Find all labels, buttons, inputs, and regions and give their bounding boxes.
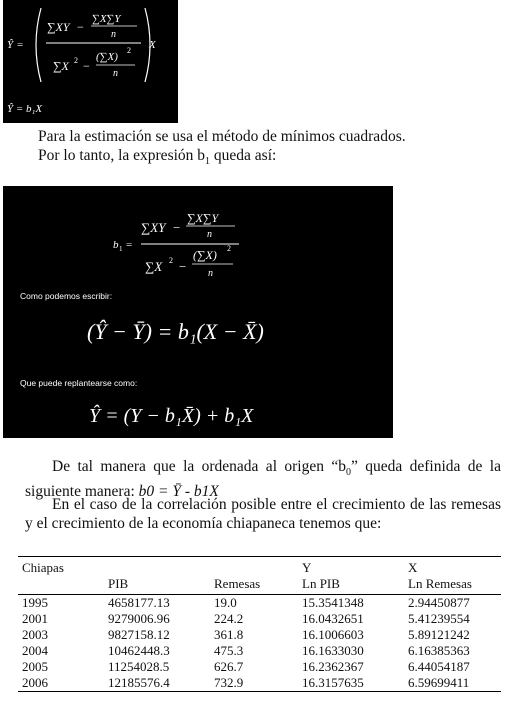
formula-1-den-b: (∑X) bbox=[96, 51, 118, 63]
paragraph-3 bbox=[25, 495, 501, 533]
paragraph-1-line-1: Para la estimación se usa el método de mínimos cuadrados. bbox=[38, 128, 406, 145]
table-cell: 9827158.12 bbox=[108, 627, 170, 642]
formula-1-den-n: n bbox=[113, 68, 118, 79]
table-cell: 6.44054187 bbox=[408, 659, 470, 674]
table-header-cell bbox=[210, 557, 298, 577]
table-cell: 2003 bbox=[22, 627, 48, 642]
table-header-cell: Ln Remesas bbox=[404, 576, 501, 595]
table-cell: 5.89121242 bbox=[408, 627, 470, 642]
table-row bbox=[18, 643, 501, 659]
table-cell: 6.16385363 bbox=[408, 643, 470, 658]
table-cell: 16.0432651 bbox=[302, 611, 364, 626]
formula-2-num-b: ∑X∑Y bbox=[187, 211, 219, 225]
formula-1-times-x: X bbox=[149, 39, 156, 51]
table-header-top-row bbox=[18, 557, 501, 577]
table-cell: 475.3 bbox=[214, 643, 244, 658]
formula-2-equals: = bbox=[126, 239, 133, 251]
paragraph-2-text-b: ” queda definida de la siguiente manera: bbox=[25, 458, 501, 501]
formula-1-svg bbox=[3, 0, 178, 123]
formula-1-num-a: ∑XY bbox=[47, 20, 70, 34]
table-header-cell: PIB bbox=[104, 576, 210, 595]
table-cell: 10462448.3 bbox=[108, 643, 170, 658]
table-cell: 2005 bbox=[22, 659, 48, 674]
formula-2-den-a-sq: 2 bbox=[169, 256, 173, 265]
formula-2-den-minus: − bbox=[179, 259, 187, 274]
table-row bbox=[18, 675, 501, 692]
table-cell: 2006 bbox=[18, 675, 104, 692]
formula-2-den-n: n bbox=[208, 268, 213, 279]
formula-1-den-a-sq: 2 bbox=[74, 56, 78, 65]
table-cell: 361.8 bbox=[214, 627, 244, 642]
table-cell: 6.59699411 bbox=[404, 675, 501, 692]
formula-2-eq-2: Ŷ = (Y − b₁X̄) + b₁X bbox=[89, 405, 254, 427]
table-header-cell: X bbox=[404, 557, 501, 577]
table-cell: 4658177.13 bbox=[108, 595, 170, 610]
formula-1-num-n: n bbox=[111, 29, 116, 40]
paragraph-1-line-2b: queda así: bbox=[210, 147, 277, 164]
formula-2-den-b: (∑X) bbox=[193, 248, 217, 262]
table-cell: 15.3541348 bbox=[302, 595, 364, 610]
table-header-cell bbox=[104, 557, 210, 577]
paragraph-1 bbox=[38, 127, 498, 171]
table-cell: 2001 bbox=[22, 611, 48, 626]
formula-2-b-sub: 1 bbox=[119, 245, 123, 253]
table-row bbox=[18, 611, 501, 627]
table-row bbox=[18, 659, 501, 675]
formula-1-den-a: ∑X bbox=[53, 59, 69, 73]
table-cell: 11254028.5 bbox=[108, 659, 170, 674]
formula-box-2 bbox=[3, 186, 393, 438]
left-paren bbox=[36, 8, 41, 82]
table-cell: 9279006.96 bbox=[108, 611, 170, 626]
formula-2-num-minus: − bbox=[173, 220, 181, 235]
formula-2-den-a: ∑X bbox=[145, 259, 163, 274]
paragraph-1-line-2a: Por lo tanto, la expresión b bbox=[38, 147, 206, 164]
table-cell: 16.3157635 bbox=[298, 675, 404, 692]
formula-2-num-n: n bbox=[207, 229, 212, 240]
table-row bbox=[18, 595, 501, 612]
formula-1-num-b: ∑X∑Y bbox=[92, 13, 121, 25]
table-cell: 626.7 bbox=[214, 659, 244, 674]
paragraph-1-line-2-sub: 1 bbox=[205, 156, 211, 168]
table-cell: 5.41239554 bbox=[408, 611, 470, 626]
formula-2-svg bbox=[3, 186, 393, 438]
table-cell: 732.9 bbox=[210, 675, 298, 692]
formula-2-caption-1: Como podemos escribir: bbox=[20, 291, 113, 301]
table-header-cell: Chiapas bbox=[18, 557, 104, 577]
table-header-cell: Ln PIB bbox=[298, 576, 404, 595]
table-header-cell bbox=[18, 576, 104, 595]
table-row bbox=[18, 627, 501, 643]
table-cell: 19.0 bbox=[214, 595, 237, 610]
table-cell: 224.2 bbox=[214, 611, 244, 626]
formula-box-1 bbox=[3, 0, 178, 123]
formula-2-b: b bbox=[113, 239, 119, 251]
formula-2-eq-1: (Ŷ − Ȳ) = b₁(X − X̄) bbox=[87, 319, 264, 344]
table-header-bottom-row bbox=[18, 576, 501, 595]
data-table bbox=[18, 556, 501, 692]
paragraph-2-sub: 0 bbox=[345, 467, 351, 479]
table-cell: 16.1633030 bbox=[302, 643, 364, 658]
table-cell: 2.94450877 bbox=[408, 595, 470, 610]
table-cell: 16.1006603 bbox=[302, 627, 364, 642]
paragraph-3-text: En el caso de la correlación posible entre el crecimiento de las remesas y el crecimiento de la economía chiapaneca tenemos que: bbox=[25, 496, 501, 532]
formula-2-num-a: ∑XY bbox=[141, 220, 166, 235]
formula-2-caption-2: Que puede replantearse como: bbox=[20, 378, 138, 388]
table-cell: 16.2362367 bbox=[302, 659, 364, 674]
formula-1-num-minus: − bbox=[77, 20, 84, 34]
formula-2-den-b-sq: 2 bbox=[227, 244, 231, 253]
table-cell: 1995 bbox=[22, 595, 48, 610]
formula-1-den-b-sq: 2 bbox=[127, 46, 131, 55]
paragraph-2-text-a: De tal manera que la ordenada al origen “b bbox=[52, 458, 346, 475]
formula-1-lhs: Ŷ bbox=[7, 39, 14, 51]
formula-1-second-line: Ŷ = b₁X bbox=[7, 103, 43, 115]
table-header-cell: Remesas bbox=[210, 576, 298, 595]
formula-1-den-minus: − bbox=[83, 59, 90, 73]
formula-1-equals: = bbox=[17, 39, 24, 51]
table-cell: 2004 bbox=[22, 643, 48, 658]
table-cell: 12185576.4 bbox=[104, 675, 210, 692]
paragraph-2-formula: b0 = Ȳ - b1X bbox=[138, 483, 219, 501]
table-header-cell: Y bbox=[298, 557, 404, 577]
